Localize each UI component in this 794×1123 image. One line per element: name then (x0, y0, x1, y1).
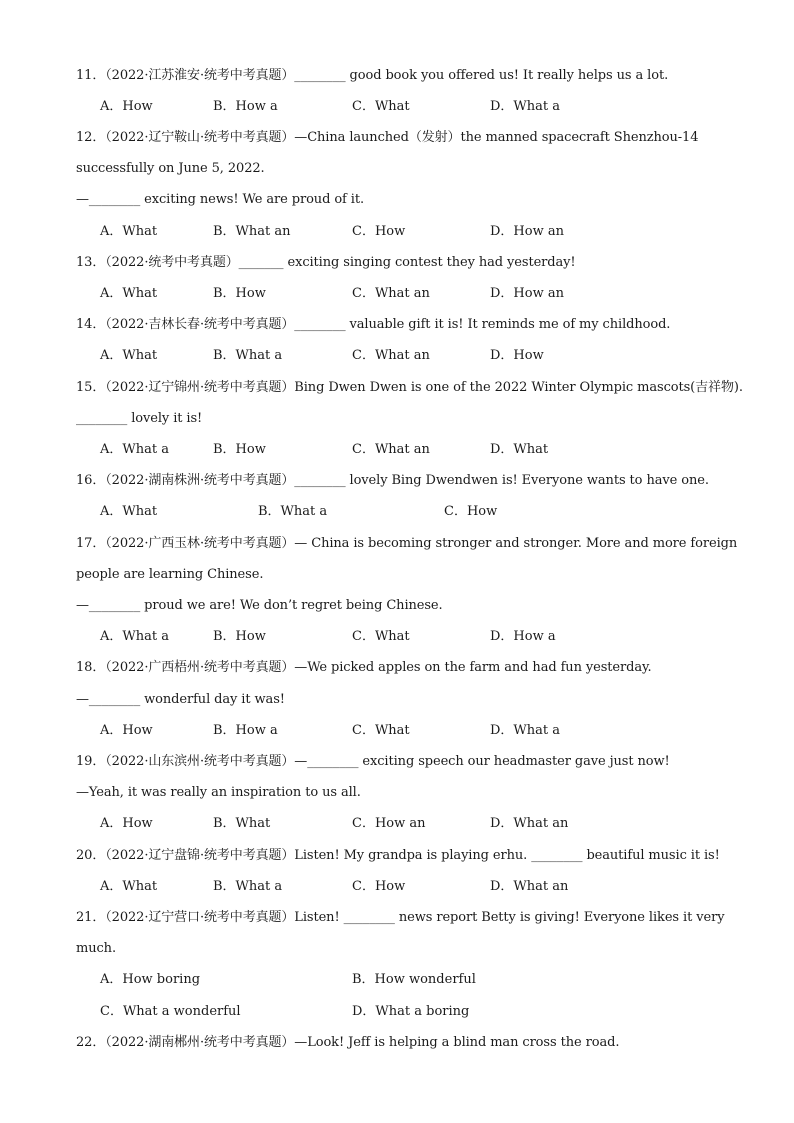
question-21-option-a: A．How boring (100, 972, 201, 987)
question-13-option-c: C．What an (352, 286, 430, 301)
question-18-option-d: D．What a (490, 723, 561, 738)
question-11-option-a: A．How (100, 99, 153, 114)
question-15-option-d: D．What (490, 442, 549, 457)
question-17-option-c: C．What (352, 629, 410, 644)
question-11-option-c: C．What (352, 99, 410, 114)
question-13-option-b: B．How (213, 286, 266, 301)
question-16-option-b: B．What a (258, 504, 328, 519)
question-13-stem: 13．（2022·统考中考真题）_______ exciting singing contest they had yesterday! (76, 255, 576, 270)
question-17-option-d: D．How a (490, 629, 556, 644)
question-12-stem-line-1: 12．（2022·辽宁鞍山·统考中考真题）—China launched（发射）the manned spacecraft Shenzhou-14 (76, 130, 699, 145)
question-15-stem-line-1: 15．（2022·辽宁锦州·统考中考真题）Bing Dwen Dwen is one of the 2022 Winter Olympic mascots(吉祥物). (76, 380, 743, 395)
question-20-stem: 20．（2022·辽宁盘锦·统考中考真题）Listen! My grandpa is playing erhu. ________ beautiful music it is! (76, 848, 720, 863)
question-19-option-a: A．How (100, 816, 153, 831)
question-11-option-b: B．How a (213, 99, 278, 114)
question-21-option-c: C．What a wonderful (100, 1004, 241, 1019)
question-20-option-a: A．What (100, 879, 158, 894)
question-15-option-c: C．What an (352, 442, 430, 457)
question-21-option-d: D．What a boring (352, 1004, 470, 1019)
question-21-option-b: B．How wonderful (352, 972, 476, 987)
question-18-stem-line-1: 18．（2022·广西梧州·统考中考真题）—We picked apples on the farm and had fun yesterday. (76, 660, 652, 675)
question-12-option-c: C．How (352, 224, 406, 239)
question-15-stem-line-2: ________ lovely it is! (76, 411, 203, 426)
question-16-stem: 16．（2022·湖南株洲·统考中考真题）________ lovely Bing Dwendwen is! Everyone wants to have one. (76, 473, 709, 488)
question-17-option-a: A．What a (100, 629, 169, 644)
question-20-option-c: C．How (352, 879, 406, 894)
question-15-option-b: B．How (213, 442, 266, 457)
question-12-option-d: D．How an (490, 224, 564, 239)
question-18-stem-line-2: —________ wonderful day it was! (76, 692, 285, 707)
question-18-option-a: A．How (100, 723, 153, 738)
question-15-option-a: A．What a (100, 442, 169, 457)
question-12-stem-line-3: —________ exciting news! We are proud of it. (76, 192, 365, 207)
question-19-stem-line-1: 19．（2022·山东滨州·统考中考真题）—________ exciting speech our headmaster gave just now! (76, 754, 670, 769)
question-18-option-b: B．How a (213, 723, 278, 738)
question-14-option-a: A．What (100, 348, 158, 363)
question-20-option-d: D．What an (490, 879, 569, 894)
question-16-option-a: A．What (100, 504, 158, 519)
question-14-stem: 14．（2022·吉林长春·统考中考真题）________ valuable gift it is! It reminds me of my childhood. (76, 317, 671, 332)
question-11-stem: 11．（2022·江苏淮安·统考中考真题）________ good book you offered us! It really helps us a lot. (76, 68, 669, 83)
question-19-option-b: B．What (213, 816, 271, 831)
question-21-stem-line-1: 21．（2022·辽宁营口·统考中考真题）Listen! ________ news report Betty is giving! Everyone likes it very (76, 910, 725, 925)
question-19-option-c: C．How an (352, 816, 426, 831)
question-12-option-b: B．What an (213, 224, 291, 239)
question-13-option-a: A．What (100, 286, 158, 301)
question-14-option-b: B．What a (213, 348, 283, 363)
question-11-option-d: D．What a (490, 99, 561, 114)
question-19-option-d: D．What an (490, 816, 569, 831)
question-12-option-a: A．What (100, 224, 158, 239)
question-16-option-c: C．How (444, 504, 498, 519)
question-21-stem-line-2: much. (76, 941, 116, 956)
question-17-stem-line-3: —________ proud we are! We don’t regret being Chinese. (76, 598, 443, 613)
question-22-stem: 22．（2022·湖南郴州·统考中考真题）—Look! Jeff is helping a blind man cross the road. (76, 1035, 620, 1050)
question-17-stem-line-1: 17．（2022·广西玉林·统考中考真题）— China is becoming stronger and stronger. More and more foreign (76, 536, 738, 551)
question-18-option-c: C．What (352, 723, 410, 738)
question-13-option-d: D．How an (490, 286, 564, 301)
question-20-option-b: B．What a (213, 879, 283, 894)
question-14-option-d: D．How (490, 348, 544, 363)
question-17-option-b: B．How (213, 629, 266, 644)
question-14-option-c: C．What an (352, 348, 430, 363)
question-19-stem-line-2: —Yeah, it was really an inspiration to us all. (76, 785, 361, 800)
question-17-stem-line-2: people are learning Chinese. (76, 567, 264, 582)
question-12-stem-line-2: successfully on June 5, 2022. (76, 161, 265, 176)
